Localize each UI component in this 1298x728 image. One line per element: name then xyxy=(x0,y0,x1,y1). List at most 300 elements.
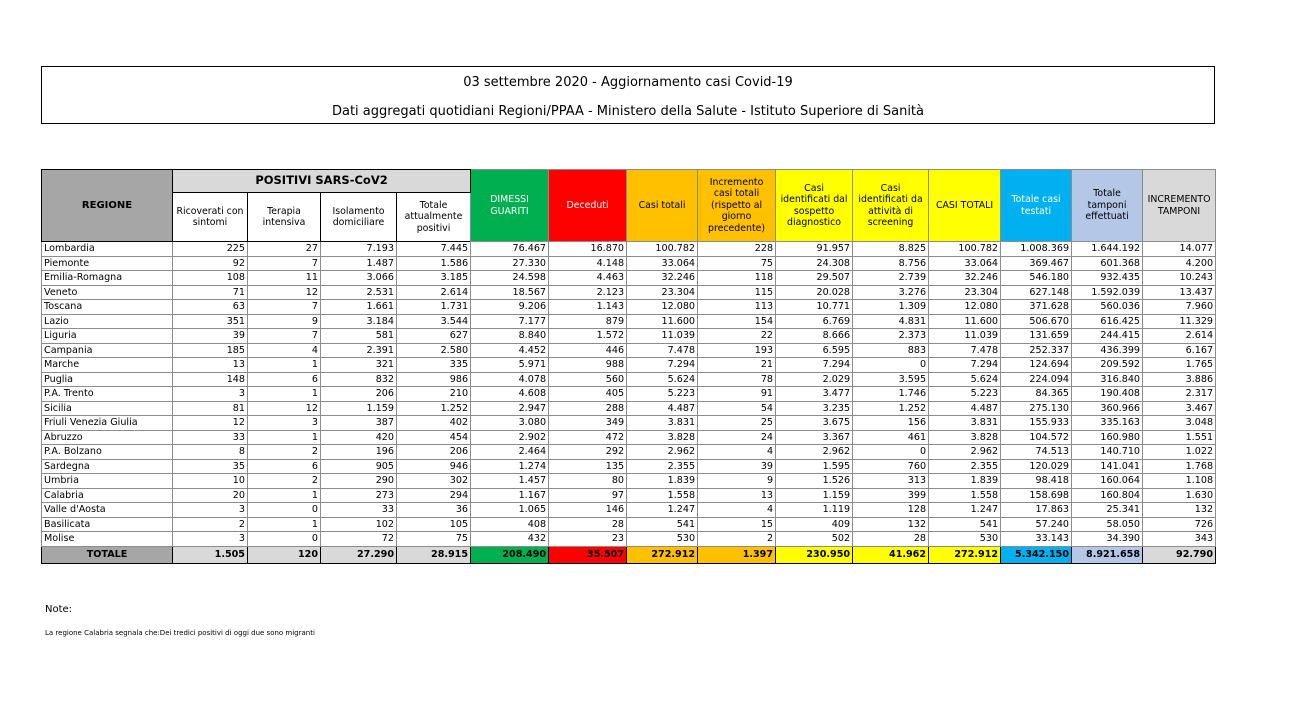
data-cell: 132 xyxy=(1143,503,1216,518)
data-cell: 1.592.039 xyxy=(1072,285,1143,300)
data-cell: 7.478 xyxy=(929,343,1001,358)
region-name-cell: Basilicata xyxy=(42,517,173,532)
data-cell: 13 xyxy=(698,488,776,503)
total-cell: 5.342.150 xyxy=(1001,546,1072,563)
table-row xyxy=(42,372,1216,387)
data-cell: 1.247 xyxy=(929,503,1001,518)
data-cell: 92 xyxy=(173,256,248,271)
data-cell: 146 xyxy=(549,503,627,518)
data-cell: 5.223 xyxy=(627,387,698,402)
data-cell: 23.304 xyxy=(627,285,698,300)
data-cell: 3.080 xyxy=(471,416,549,431)
data-cell: 74.513 xyxy=(1001,445,1072,460)
data-cell: 541 xyxy=(627,517,698,532)
data-cell: 3.828 xyxy=(627,430,698,445)
table-row xyxy=(42,532,1216,547)
data-cell: 360.966 xyxy=(1072,401,1143,416)
data-cell: 294 xyxy=(397,488,471,503)
data-cell: 4 xyxy=(698,445,776,460)
data-cell: 530 xyxy=(627,532,698,547)
data-cell: 8.825 xyxy=(853,242,929,257)
data-cell: 2.391 xyxy=(321,343,397,358)
data-cell: 446 xyxy=(549,343,627,358)
data-cell: 206 xyxy=(397,445,471,460)
region-name-cell: Puglia xyxy=(42,372,173,387)
table-row xyxy=(42,488,1216,503)
data-cell: 1.008.369 xyxy=(1001,242,1072,257)
data-cell: 156 xyxy=(853,416,929,431)
data-cell: 25 xyxy=(698,416,776,431)
data-cell: 35 xyxy=(173,459,248,474)
total-cell: 120 xyxy=(248,546,321,563)
data-cell: 33.143 xyxy=(1001,532,1072,547)
table-body xyxy=(42,242,1216,547)
data-cell: 3.048 xyxy=(1143,416,1216,431)
data-cell: 206 xyxy=(321,387,397,402)
header-incremento-tamponi: INCREMENTO TAMPONI xyxy=(1143,170,1216,242)
region-name-cell: Sardegna xyxy=(42,459,173,474)
data-cell: 4.148 xyxy=(549,256,627,271)
total-cell: 1.505 xyxy=(173,546,248,563)
data-cell: 1.768 xyxy=(1143,459,1216,474)
data-cell: 288 xyxy=(549,401,627,416)
data-cell: 118 xyxy=(698,271,776,286)
data-cell: 7.960 xyxy=(1143,300,1216,315)
data-cell: 5.624 xyxy=(627,372,698,387)
header-ricoverati: Ricoverati con sintomi xyxy=(173,193,248,242)
data-cell: 321 xyxy=(321,358,397,373)
data-cell: 17.863 xyxy=(1001,503,1072,518)
data-cell: 472 xyxy=(549,430,627,445)
data-cell: 546.180 xyxy=(1001,271,1072,286)
data-cell: 71 xyxy=(173,285,248,300)
data-cell: 14.077 xyxy=(1143,242,1216,257)
data-cell: 75 xyxy=(698,256,776,271)
data-cell: 4.452 xyxy=(471,343,549,358)
data-cell: 140.710 xyxy=(1072,445,1143,460)
data-cell: 91 xyxy=(698,387,776,402)
region-name-cell: Marche xyxy=(42,358,173,373)
data-cell: 75 xyxy=(397,532,471,547)
data-cell: 57.240 xyxy=(1001,517,1072,532)
data-cell: 193 xyxy=(698,343,776,358)
data-cell: 7.294 xyxy=(627,358,698,373)
data-cell: 24.598 xyxy=(471,271,549,286)
data-cell: 879 xyxy=(549,314,627,329)
data-cell: 78 xyxy=(698,372,776,387)
data-cell: 13 xyxy=(173,358,248,373)
data-cell: 986 xyxy=(397,372,471,387)
data-cell: 36 xyxy=(397,503,471,518)
header-screening: Casi identificati da attività di screening xyxy=(853,170,929,242)
total-cell: 208.490 xyxy=(471,546,549,563)
data-cell: 3 xyxy=(173,503,248,518)
data-cell: 292 xyxy=(549,445,627,460)
data-cell: 1.022 xyxy=(1143,445,1216,460)
data-cell: 313 xyxy=(853,474,929,489)
data-cell: 7.193 xyxy=(321,242,397,257)
data-cell: 7.294 xyxy=(929,358,1001,373)
data-cell: 8.666 xyxy=(776,329,853,344)
data-cell: 343 xyxy=(1143,532,1216,547)
data-cell: 141.041 xyxy=(1072,459,1143,474)
table-row xyxy=(42,358,1216,373)
data-cell: 7 xyxy=(248,300,321,315)
data-cell: 335 xyxy=(397,358,471,373)
region-name-cell: Veneto xyxy=(42,285,173,300)
data-cell: 12 xyxy=(248,401,321,416)
data-cell: 1.143 xyxy=(549,300,627,315)
table-row xyxy=(42,430,1216,445)
data-cell: 8 xyxy=(173,445,248,460)
data-cell: 29.507 xyxy=(776,271,853,286)
data-cell: 3.831 xyxy=(929,416,1001,431)
data-cell: 387 xyxy=(321,416,397,431)
data-cell: 124.694 xyxy=(1001,358,1072,373)
data-cell: 15 xyxy=(698,517,776,532)
data-cell: 988 xyxy=(549,358,627,373)
data-cell: 8.840 xyxy=(471,329,549,344)
data-cell: 3.467 xyxy=(1143,401,1216,416)
region-name-cell: Campania xyxy=(42,343,173,358)
data-cell: 932.435 xyxy=(1072,271,1143,286)
data-cell: 4.608 xyxy=(471,387,549,402)
data-cell: 6 xyxy=(248,459,321,474)
total-cell: TOTALE xyxy=(42,546,173,563)
region-name-cell: Abruzzo xyxy=(42,430,173,445)
data-cell: 726 xyxy=(1143,517,1216,532)
data-cell: 0 xyxy=(248,532,321,547)
data-cell: 39 xyxy=(173,329,248,344)
data-cell: 81 xyxy=(173,401,248,416)
data-cell: 1 xyxy=(248,488,321,503)
header-incremento-casi: Incremento casi totali (rispetto al giorno precedente) xyxy=(698,170,776,242)
data-cell: 2.531 xyxy=(321,285,397,300)
data-cell: 2 xyxy=(698,532,776,547)
data-cell: 1.558 xyxy=(627,488,698,503)
covid-data-table xyxy=(41,169,1216,564)
region-name-cell: Toscana xyxy=(42,300,173,315)
data-cell: 28 xyxy=(549,517,627,532)
data-cell: 131.659 xyxy=(1001,329,1072,344)
data-cell: 21 xyxy=(698,358,776,373)
data-cell: 2.947 xyxy=(471,401,549,416)
data-cell: 502 xyxy=(776,532,853,547)
data-cell: 627.148 xyxy=(1001,285,1072,300)
header-sospetto: Casi identificati dal sospetto diagnostico xyxy=(776,170,853,242)
data-cell: 1.644.192 xyxy=(1072,242,1143,257)
header-dimessi: DIMESSI GUARITI xyxy=(471,170,549,242)
data-cell: 1.558 xyxy=(929,488,1001,503)
table-row xyxy=(42,285,1216,300)
data-cell: 155.933 xyxy=(1001,416,1072,431)
data-cell: 135 xyxy=(549,459,627,474)
data-cell: 2.580 xyxy=(397,343,471,358)
data-cell: 209.592 xyxy=(1072,358,1143,373)
data-cell: 11.600 xyxy=(627,314,698,329)
region-name-cell: Friuli Venezia Giulia xyxy=(42,416,173,431)
data-cell: 4 xyxy=(248,343,321,358)
data-cell: 9 xyxy=(248,314,321,329)
data-cell: 1.309 xyxy=(853,300,929,315)
table-row xyxy=(42,271,1216,286)
data-cell: 2.902 xyxy=(471,430,549,445)
data-cell: 97 xyxy=(549,488,627,503)
table-row xyxy=(42,314,1216,329)
report-title-box xyxy=(41,66,1215,124)
data-cell: 3 xyxy=(173,532,248,547)
data-cell: 273 xyxy=(321,488,397,503)
data-cell: 158.698 xyxy=(1001,488,1072,503)
data-cell: 11.039 xyxy=(929,329,1001,344)
data-cell: 1.252 xyxy=(397,401,471,416)
data-cell: 54 xyxy=(698,401,776,416)
data-cell: 39 xyxy=(698,459,776,474)
data-cell: 3.066 xyxy=(321,271,397,286)
data-cell: 34.390 xyxy=(1072,532,1143,547)
total-cell: 92.790 xyxy=(1143,546,1216,563)
data-cell: 12 xyxy=(173,416,248,431)
header-regione: REGIONE xyxy=(42,170,173,242)
data-cell: 7 xyxy=(248,256,321,271)
data-cell: 4.487 xyxy=(627,401,698,416)
data-cell: 5.624 xyxy=(929,372,1001,387)
data-cell: 1 xyxy=(248,517,321,532)
data-cell: 7.294 xyxy=(776,358,853,373)
data-cell: 11.600 xyxy=(929,314,1001,329)
data-cell: 2.962 xyxy=(776,445,853,460)
data-cell: 1.457 xyxy=(471,474,549,489)
header-deceduti: Deceduti xyxy=(549,170,627,242)
data-cell: 405 xyxy=(549,387,627,402)
data-cell: 4 xyxy=(698,503,776,518)
data-cell: 1 xyxy=(248,430,321,445)
data-cell: 16.870 xyxy=(549,242,627,257)
data-cell: 832 xyxy=(321,372,397,387)
data-cell: 6 xyxy=(248,372,321,387)
data-cell: 224.094 xyxy=(1001,372,1072,387)
data-cell: 128 xyxy=(853,503,929,518)
header-terapia: Terapia intensiva xyxy=(248,193,321,242)
data-cell: 11.039 xyxy=(627,329,698,344)
data-cell: 3.828 xyxy=(929,430,1001,445)
data-cell: 105 xyxy=(397,517,471,532)
total-cell: 230.950 xyxy=(776,546,853,563)
data-cell: 2.614 xyxy=(1143,329,1216,344)
table-row xyxy=(42,416,1216,431)
data-cell: 5.223 xyxy=(929,387,1001,402)
data-cell: 2.123 xyxy=(549,285,627,300)
data-cell: 2.355 xyxy=(627,459,698,474)
table-row xyxy=(42,242,1216,257)
data-cell: 627 xyxy=(397,329,471,344)
data-cell: 23.304 xyxy=(929,285,1001,300)
data-cell: 371.628 xyxy=(1001,300,1072,315)
data-cell: 91.957 xyxy=(776,242,853,257)
data-cell: 601.368 xyxy=(1072,256,1143,271)
data-cell: 148 xyxy=(173,372,248,387)
data-cell: 3.184 xyxy=(321,314,397,329)
data-cell: 98.418 xyxy=(1001,474,1072,489)
data-cell: 33 xyxy=(321,503,397,518)
data-cell: 20 xyxy=(173,488,248,503)
data-cell: 22 xyxy=(698,329,776,344)
total-cell: 35.507 xyxy=(549,546,627,563)
data-cell: 3.477 xyxy=(776,387,853,402)
data-cell: 27 xyxy=(248,242,321,257)
data-cell: 1 xyxy=(248,358,321,373)
data-cell: 23 xyxy=(549,532,627,547)
data-cell: 1.159 xyxy=(321,401,397,416)
data-cell: 946 xyxy=(397,459,471,474)
data-cell: 1.247 xyxy=(627,503,698,518)
data-cell: 4.831 xyxy=(853,314,929,329)
data-cell: 302 xyxy=(397,474,471,489)
table-row xyxy=(42,387,1216,402)
data-cell: 1 xyxy=(248,387,321,402)
data-cell: 63 xyxy=(173,300,248,315)
data-cell: 3 xyxy=(248,416,321,431)
data-cell: 8.756 xyxy=(853,256,929,271)
data-cell: 10 xyxy=(173,474,248,489)
data-cell: 349 xyxy=(549,416,627,431)
data-cell: 560.036 xyxy=(1072,300,1143,315)
data-cell: 454 xyxy=(397,430,471,445)
data-cell: 530 xyxy=(929,532,1001,547)
data-cell: 369.467 xyxy=(1001,256,1072,271)
data-cell: 84.365 xyxy=(1001,387,1072,402)
table-row xyxy=(42,474,1216,489)
data-cell: 6.769 xyxy=(776,314,853,329)
data-cell: 25.341 xyxy=(1072,503,1143,518)
data-cell: 10.771 xyxy=(776,300,853,315)
notes-text: La regione Calabria segnala che:Dei tredici positivi di oggi due sono migranti xyxy=(45,629,315,637)
region-name-cell: Liguria xyxy=(42,329,173,344)
data-cell: 1.274 xyxy=(471,459,549,474)
data-cell: 13.437 xyxy=(1143,285,1216,300)
data-cell: 4.200 xyxy=(1143,256,1216,271)
data-cell: 4.463 xyxy=(549,271,627,286)
data-cell: 160.980 xyxy=(1072,430,1143,445)
data-cell: 3.276 xyxy=(853,285,929,300)
table-row xyxy=(42,445,1216,460)
data-cell: 4.078 xyxy=(471,372,549,387)
data-cell: 1.661 xyxy=(321,300,397,315)
data-cell: 185 xyxy=(173,343,248,358)
totals-row xyxy=(42,546,1216,563)
data-cell: 3.675 xyxy=(776,416,853,431)
data-cell: 225 xyxy=(173,242,248,257)
data-cell: 9 xyxy=(698,474,776,489)
data-cell: 3.235 xyxy=(776,401,853,416)
data-cell: 581 xyxy=(321,329,397,344)
data-cell: 154 xyxy=(698,314,776,329)
data-cell: 32.246 xyxy=(929,271,1001,286)
data-cell: 6.167 xyxy=(1143,343,1216,358)
data-cell: 760 xyxy=(853,459,929,474)
total-cell: 272.912 xyxy=(627,546,698,563)
data-cell: 196 xyxy=(321,445,397,460)
data-cell: 402 xyxy=(397,416,471,431)
data-cell: 2.614 xyxy=(397,285,471,300)
data-cell: 160.064 xyxy=(1072,474,1143,489)
data-cell: 1.731 xyxy=(397,300,471,315)
data-cell: 32.246 xyxy=(627,271,698,286)
data-cell: 12.080 xyxy=(929,300,1001,315)
data-cell: 2.962 xyxy=(929,445,1001,460)
data-cell: 7 xyxy=(248,329,321,344)
region-name-cell: Molise xyxy=(42,532,173,547)
data-cell: 9.206 xyxy=(471,300,549,315)
data-cell: 1.119 xyxy=(776,503,853,518)
data-cell: 290 xyxy=(321,474,397,489)
data-cell: 3.886 xyxy=(1143,372,1216,387)
data-cell: 3.544 xyxy=(397,314,471,329)
data-cell: 1.487 xyxy=(321,256,397,271)
data-cell: 100.782 xyxy=(627,242,698,257)
data-cell: 335.163 xyxy=(1072,416,1143,431)
data-cell: 1.252 xyxy=(853,401,929,416)
data-cell: 24.308 xyxy=(776,256,853,271)
data-cell: 11 xyxy=(248,271,321,286)
data-cell: 76.467 xyxy=(471,242,549,257)
data-cell: 160.804 xyxy=(1072,488,1143,503)
data-cell: 228 xyxy=(698,242,776,257)
table-row xyxy=(42,503,1216,518)
table-row xyxy=(42,459,1216,474)
data-cell: 4.487 xyxy=(929,401,1001,416)
total-cell: 27.290 xyxy=(321,546,397,563)
report-title: 03 settembre 2020 - Aggiornamento casi Covid-19 xyxy=(463,75,793,90)
data-cell: 1.746 xyxy=(853,387,929,402)
data-cell: 24 xyxy=(698,430,776,445)
header-positivi-group: POSITIVI SARS-CoV2 xyxy=(173,170,471,193)
header-totale-positivi: Totale attualmente positivi xyxy=(397,193,471,242)
data-cell: 541 xyxy=(929,517,1001,532)
data-cell: 58.050 xyxy=(1072,517,1143,532)
report-subtitle: Dati aggregati quotidiani Regioni/PPAA - Ministero della Salute - Istituto Superiore di Sanità xyxy=(331,104,924,119)
data-cell: 1.159 xyxy=(776,488,853,503)
header-isolamento: Isolamento domiciliare xyxy=(321,193,397,242)
data-cell: 408 xyxy=(471,517,549,532)
region-name-cell: Lombardia xyxy=(42,242,173,257)
data-cell: 2.464 xyxy=(471,445,549,460)
data-cell: 20.028 xyxy=(776,285,853,300)
data-cell: 420 xyxy=(321,430,397,445)
data-cell: 1.572 xyxy=(549,329,627,344)
data-cell: 2.355 xyxy=(929,459,1001,474)
data-cell: 120.029 xyxy=(1001,459,1072,474)
total-cell: 28.915 xyxy=(397,546,471,563)
data-cell: 616.425 xyxy=(1072,314,1143,329)
data-cell: 1.167 xyxy=(471,488,549,503)
data-cell: 1.630 xyxy=(1143,488,1216,503)
data-cell: 113 xyxy=(698,300,776,315)
table-row xyxy=(42,401,1216,416)
data-cell: 2 xyxy=(173,517,248,532)
table-row xyxy=(42,300,1216,315)
data-cell: 33 xyxy=(173,430,248,445)
data-cell: 0 xyxy=(853,445,929,460)
region-name-cell: Lazio xyxy=(42,314,173,329)
data-cell: 7.177 xyxy=(471,314,549,329)
region-name-cell: Calabria xyxy=(42,488,173,503)
table-row xyxy=(42,329,1216,344)
data-cell: 252.337 xyxy=(1001,343,1072,358)
total-cell: 8.921.658 xyxy=(1072,546,1143,563)
data-cell: 3 xyxy=(173,387,248,402)
header-casi-totali-caps: CASI TOTALI xyxy=(929,170,1001,242)
